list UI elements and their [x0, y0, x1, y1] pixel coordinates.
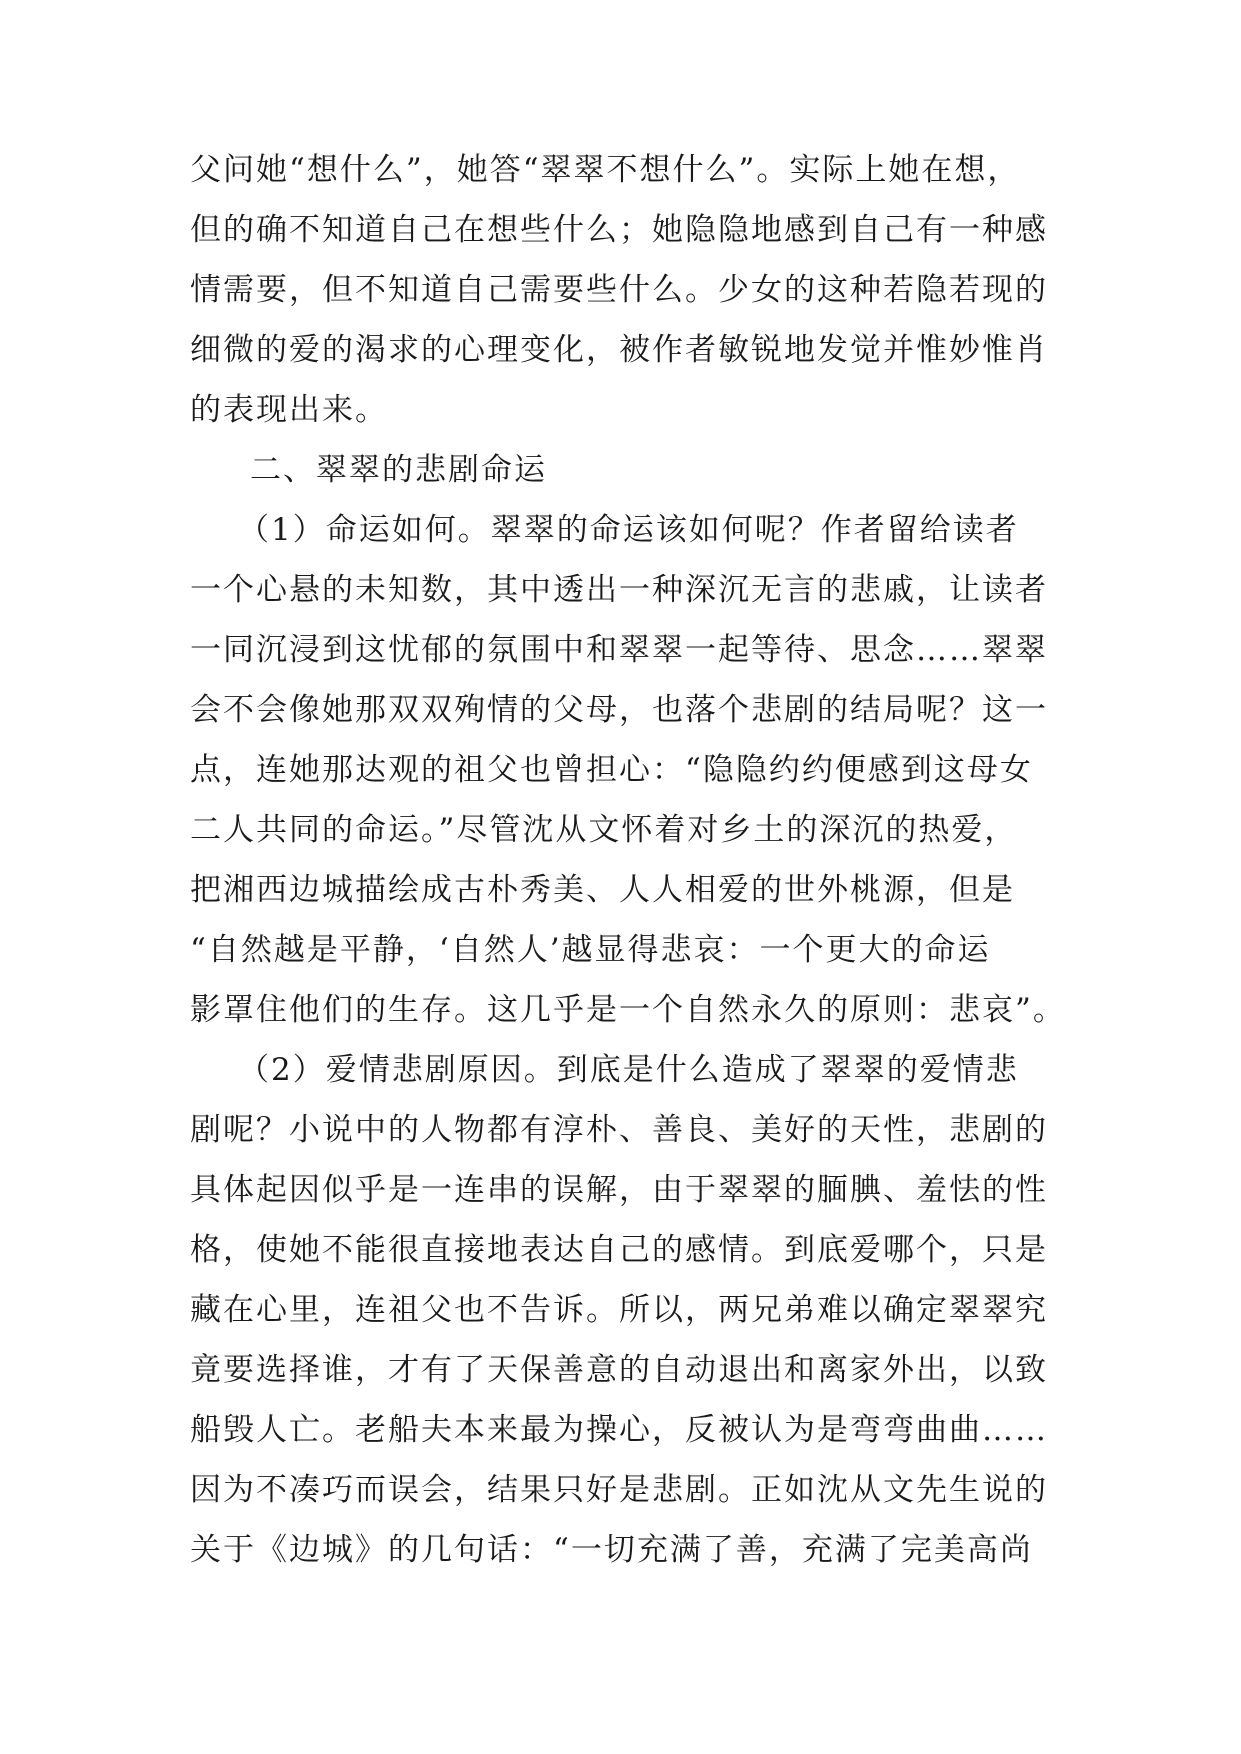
text-line: 的表现出来。 — [190, 392, 388, 428]
text-line: 但的确不知道自己在想些什么；她隐隐地感到自己有一种感 — [190, 212, 1048, 248]
text-line: 细微的爱的渴求的心理变化，被作者敏锐地发觉并惟妙惟肖 — [190, 332, 1048, 368]
text-line: 船毁人亡。老船夫本来最为操心，反被认为是弯弯曲曲…… — [190, 1412, 1048, 1448]
text-line: （1）命运如何。翠翠的命运该如何呢？作者留给读者 — [238, 512, 1019, 548]
text-line: 会不会像她那双双殉情的父母，也落个悲剧的结局呢？这一 — [190, 692, 1048, 728]
text-line: 因为不凑巧而误会，结果只好是悲剧。正如沈从文先生说的 — [190, 1472, 1048, 1508]
text-line: 把湘西边城描绘成古朴秀美、人人相爱的世外桃源，但是 — [190, 872, 1015, 908]
text-line: 关于《边城》的几句话：“一切充满了善，充满了完美高尚 — [190, 1532, 1033, 1568]
text-line: 格，使她不能很直接地表达自己的感情。到底爱哪个，只是 — [190, 1232, 1048, 1268]
section-heading: 二、翠翠的悲剧命运 — [250, 452, 547, 488]
text-line: “自然越是平静，‘自然人’越显得悲哀：一个更大的命运 — [190, 932, 991, 968]
text-line: 点，连她那达观的祖父也曾担心：“隐隐约约便感到这母女 — [190, 752, 1033, 788]
text-line: 一同沉浸到这忧郁的氛围中和翠翠一起等待、思念……翠翠 — [190, 632, 1048, 668]
text-line: 藏在心里，连祖父也不告诉。所以，两兄弟难以确定翠翠究 — [190, 1292, 1048, 1328]
text-line: 影罩住他们的生存。这几乎是一个自然永久的原则：悲哀”。 — [190, 992, 1066, 1028]
text-line: 具体起因似乎是一连串的误解，由于翠翠的腼腆、羞怯的性 — [190, 1172, 1048, 1208]
text-line: 剧呢？小说中的人物都有淳朴、善良、美好的天性，悲剧的 — [190, 1112, 1048, 1148]
text-line: 竟要选择谁，才有了天保善意的自动退出和离家外出，以致 — [190, 1352, 1048, 1388]
text-line: 父问她“想什么”，她答“翠翠不想什么”。实际上她在想， — [190, 152, 1021, 188]
text-line: 一个心悬的未知数，其中透出一种深沉无言的悲戚，让读者 — [190, 572, 1048, 608]
text-line: 情需要，但不知道自己需要些什么。少女的这种若隐若现的 — [190, 272, 1048, 308]
text-line: （2）爱情悲剧原因。到底是什么造成了翠翠的爱情悲 — [238, 1052, 1019, 1088]
text-line: 二人共同的命运。”尽管沈从文怀着对乡土的深沉的热爱， — [190, 812, 1018, 848]
